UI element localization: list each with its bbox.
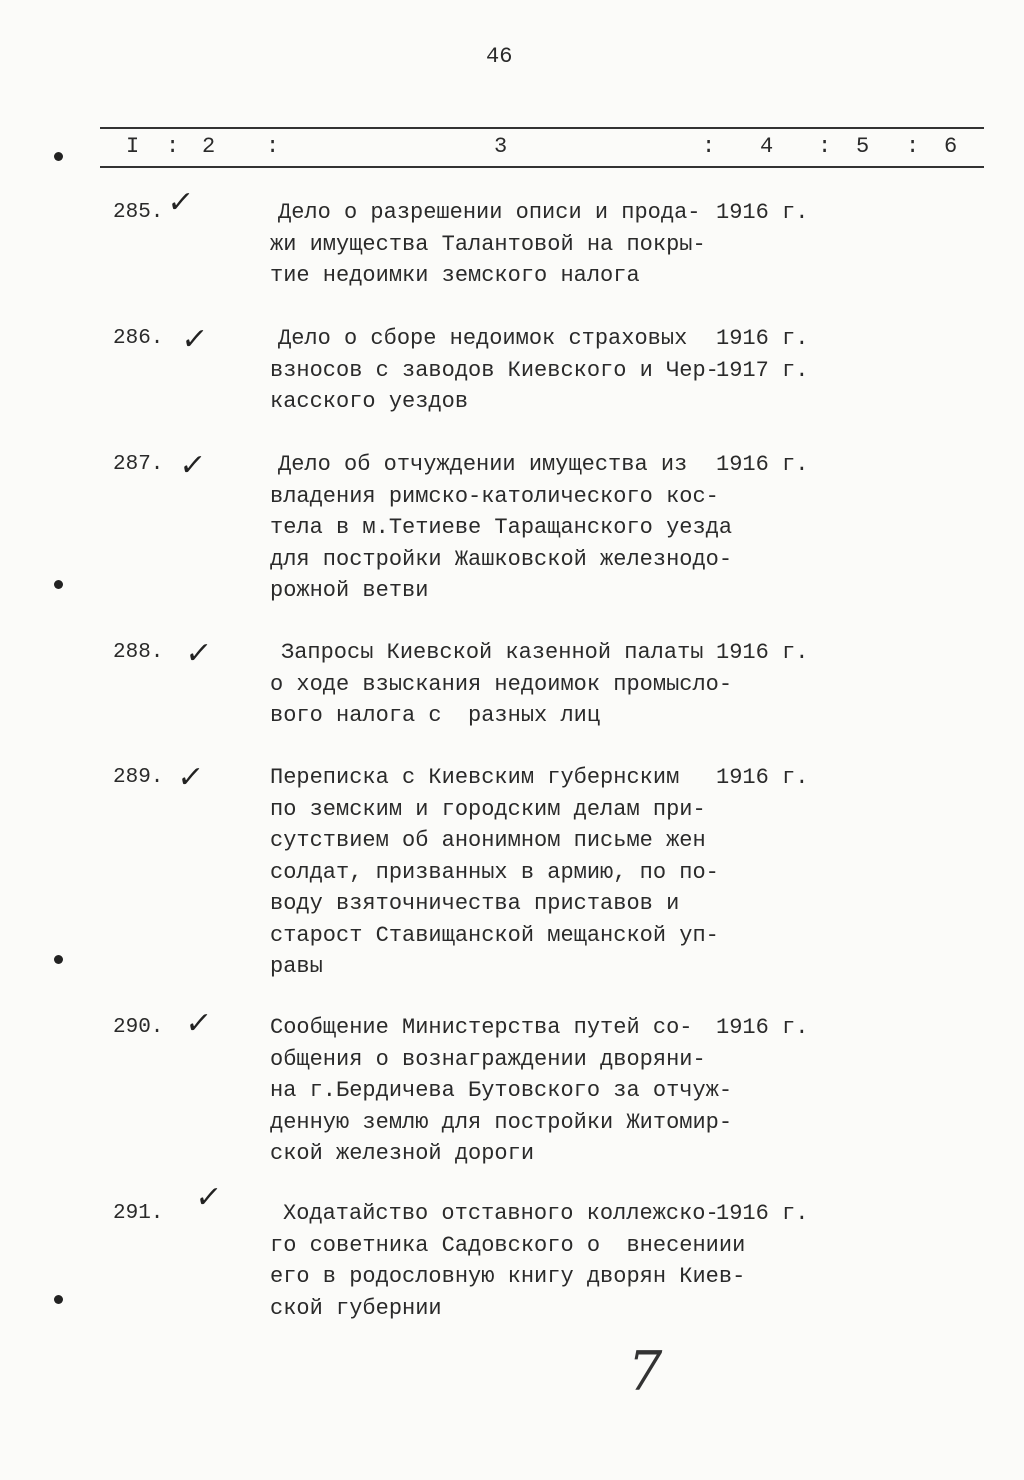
entry-number: 286.	[113, 327, 164, 350]
col-sep: :	[166, 134, 180, 159]
col-4: 4	[760, 134, 774, 159]
entry-year: 1916 г.	[716, 200, 809, 225]
punch-hole	[54, 152, 63, 161]
checkmark-icon: ✓	[183, 636, 214, 671]
entry-title-line: тие недоимки земского налога	[270, 263, 640, 288]
entry-title-line: сутствием об анонимном письме жен	[270, 828, 706, 853]
entry-title-line: жи имущества Талантовой на покры-	[270, 231, 706, 257]
entry-title-line: равы	[270, 954, 323, 979]
entry-title-line: тела в м.Тетиеве Таращанского уезда	[270, 515, 733, 540]
entry-year: 1916 г.	[716, 452, 809, 477]
col-5: 5	[856, 134, 870, 159]
entry-title-line: для постройки Жашковской железнодо-	[270, 546, 733, 572]
header-rule-bottom	[100, 166, 984, 168]
entry-title-line: рожной ветви	[270, 578, 429, 603]
entry-year: 1916 г.	[716, 640, 809, 665]
entry-number: 290.	[113, 1016, 164, 1039]
checkmark-icon: ✓	[175, 760, 206, 795]
entry-year: 1916 г.	[716, 1201, 809, 1226]
entry-title-line: Дело об отчуждении имущества из	[278, 452, 688, 477]
entry-title-line: взносов с заводов Киевского и Чер-	[270, 357, 719, 383]
entry-title-line: Переписка с Киевским губернским	[270, 765, 680, 790]
entry-title-line: го советника Садовского о внесениии	[270, 1232, 746, 1258]
entry-title-line: общения о вознаграждении дворяни-	[270, 1046, 706, 1072]
entry-number: 287.	[113, 453, 164, 476]
entry-number: 291.	[113, 1202, 164, 1225]
entry-title-line: ской железной дороги	[270, 1141, 535, 1166]
entry-title-line: о ходе взыскания недоимок промысло-	[270, 671, 733, 697]
header-rule-top	[100, 127, 984, 129]
entry-title-line: ской губернии	[270, 1295, 442, 1321]
entry-title-line: на г.Бердичева Бутовского за отчуж-	[270, 1078, 733, 1103]
entry-title-line: Дело о сборе недоимок страховых	[278, 326, 688, 351]
col-sep: :	[266, 134, 280, 159]
entry-year: 1916 г.	[716, 326, 809, 351]
entry-title-line: старост Ставищанской мещанской уп-	[270, 922, 719, 948]
handwritten-sheet-number: 7	[628, 1340, 663, 1403]
entry-number: 285.	[113, 201, 164, 224]
col-6: 6	[944, 134, 958, 159]
entry-title-line: Сообщение Министерства путей со-	[270, 1015, 693, 1040]
entry-year: 1916 г.	[716, 1015, 809, 1040]
entry-title-line: владения римско-католического кос-	[270, 483, 719, 509]
col-sep: :	[702, 134, 716, 159]
entry-title-line: денную землю для постройки Житомир-	[270, 1109, 733, 1135]
col-sep: :	[906, 134, 920, 159]
entry-title-line: его в родословную книгу дворян Киев-	[270, 1264, 746, 1289]
checkmark-icon: ✓	[165, 185, 196, 220]
checkmark-icon: ✓	[179, 322, 210, 357]
entry-title-line: солдат, призванных в армию, по по-	[270, 859, 719, 885]
entry-title-line: по земским и городским делам при-	[270, 796, 706, 822]
punch-hole	[54, 1295, 63, 1304]
entry-number: 289.	[113, 766, 164, 789]
col-2: 2	[202, 134, 216, 159]
punch-hole	[54, 955, 63, 964]
entry-year: 1916 г.	[716, 765, 809, 790]
entry-year: 1917 г.	[716, 357, 809, 383]
punch-hole	[54, 580, 63, 589]
entry-title-line: вого налога с разных лиц	[270, 703, 601, 728]
entry-number: 288.	[113, 641, 164, 664]
page-number: 46	[486, 44, 513, 69]
entry-title-line: Запросы Киевской казенной палаты	[281, 640, 704, 665]
col-1: I	[126, 134, 140, 159]
checkmark-icon: ✓	[183, 1006, 214, 1041]
column-header	[100, 134, 984, 160]
entry-title-line: касского уездов	[270, 389, 469, 414]
checkmark-icon: ✓	[177, 448, 208, 483]
entry-title-line: воду взяточничества приставов и	[270, 891, 680, 916]
entry-title-line: Дело о разрешении описи и прода-	[278, 200, 701, 225]
checkmark-icon: ✓	[193, 1180, 224, 1215]
col-sep: :	[818, 134, 832, 159]
col-3: 3	[494, 134, 508, 159]
entry-title-line: Ходатайство отставного коллежско-	[283, 1201, 719, 1226]
